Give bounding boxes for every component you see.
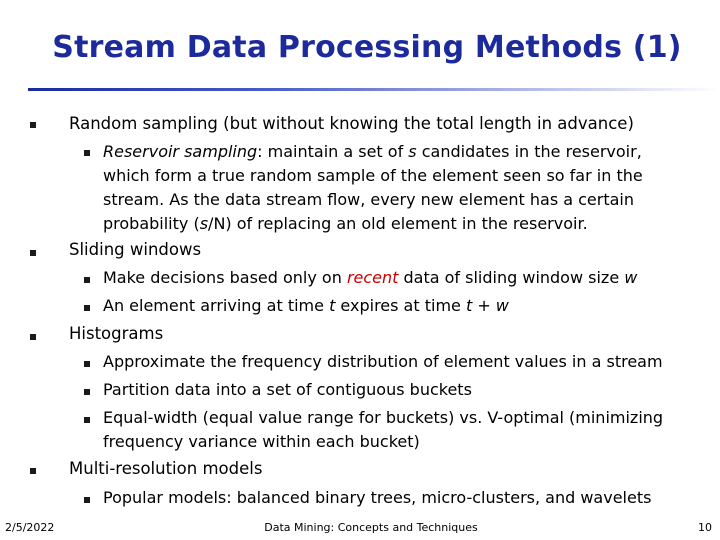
title-underline xyxy=(28,88,720,91)
bullet-marker xyxy=(30,122,36,128)
term-reservoir-sampling: Reservoir sampling xyxy=(103,142,258,161)
footer-page-number: 10 xyxy=(698,521,712,534)
var-s: s xyxy=(199,214,209,233)
bullet-marker xyxy=(30,250,36,256)
bullet-recent-data xyxy=(103,266,637,290)
footer-date: 2/5/2022 xyxy=(5,521,55,534)
bullet-marker xyxy=(84,305,90,311)
bullet-popular-models: Popular models: balanced binary trees, micro-clusters, and wavelets xyxy=(103,488,652,507)
bullet-reservoir-line3: stream. As the data stream flow, every new element has a certain xyxy=(103,190,635,209)
text: : maintain a set of xyxy=(257,142,409,161)
bullet-marker xyxy=(84,277,90,283)
bullet-expire xyxy=(103,294,509,318)
text: /N) of replacing an old element in the reservoir. xyxy=(208,214,588,233)
text: data of sliding window size xyxy=(398,268,625,287)
bullet-histogram-equal-width-cont: frequency variance within each bucket) xyxy=(103,432,420,451)
bullet-histogram-partition: Partition data into a set of contiguous buckets xyxy=(103,380,472,399)
footer-source: Data Mining: Concepts and Techniques xyxy=(264,521,478,534)
var-s: s xyxy=(408,142,417,161)
var-t: t xyxy=(329,296,336,315)
text: An element arriving at time xyxy=(103,296,330,315)
bullet-histograms: Histograms xyxy=(69,324,164,343)
bullet-histogram-equal-width: Equal-width (equal value range for buckets) vs. V-optimal (minimizing xyxy=(103,408,664,427)
bullet-marker xyxy=(84,389,90,395)
bullet-random-sampling: Random sampling (but without knowing the total length in advance) xyxy=(69,114,634,133)
bullet-marker xyxy=(84,417,90,423)
bullet-marker xyxy=(30,468,36,474)
bullet-marker xyxy=(30,334,36,340)
bullet-reservoir-sampling xyxy=(103,140,642,164)
bullet-histogram-approx: Approximate the frequency distribution of element values in a stream xyxy=(103,352,663,371)
text: Make decisions based only on xyxy=(103,268,347,287)
text: candidates in the reservoir, xyxy=(416,142,642,161)
text: expires at time xyxy=(335,296,466,315)
bullet-reservoir-line4 xyxy=(103,212,588,236)
bullet-sliding-windows: Sliding windows xyxy=(69,240,202,259)
text: probability ( xyxy=(103,214,200,233)
bullet-multi-resolution: Multi-resolution models xyxy=(69,459,263,478)
bullet-marker xyxy=(84,150,90,156)
bullet-reservoir-line2: which form a true random sample of the element seen so far in the xyxy=(103,166,643,185)
expr-t-plus-w: t + w xyxy=(465,296,509,315)
slide-title: Stream Data Processing Methods (1) xyxy=(52,30,682,65)
bullet-marker xyxy=(84,361,90,367)
var-w: w xyxy=(624,268,638,287)
bullet-marker xyxy=(84,497,90,503)
highlight-recent: recent xyxy=(346,268,399,287)
